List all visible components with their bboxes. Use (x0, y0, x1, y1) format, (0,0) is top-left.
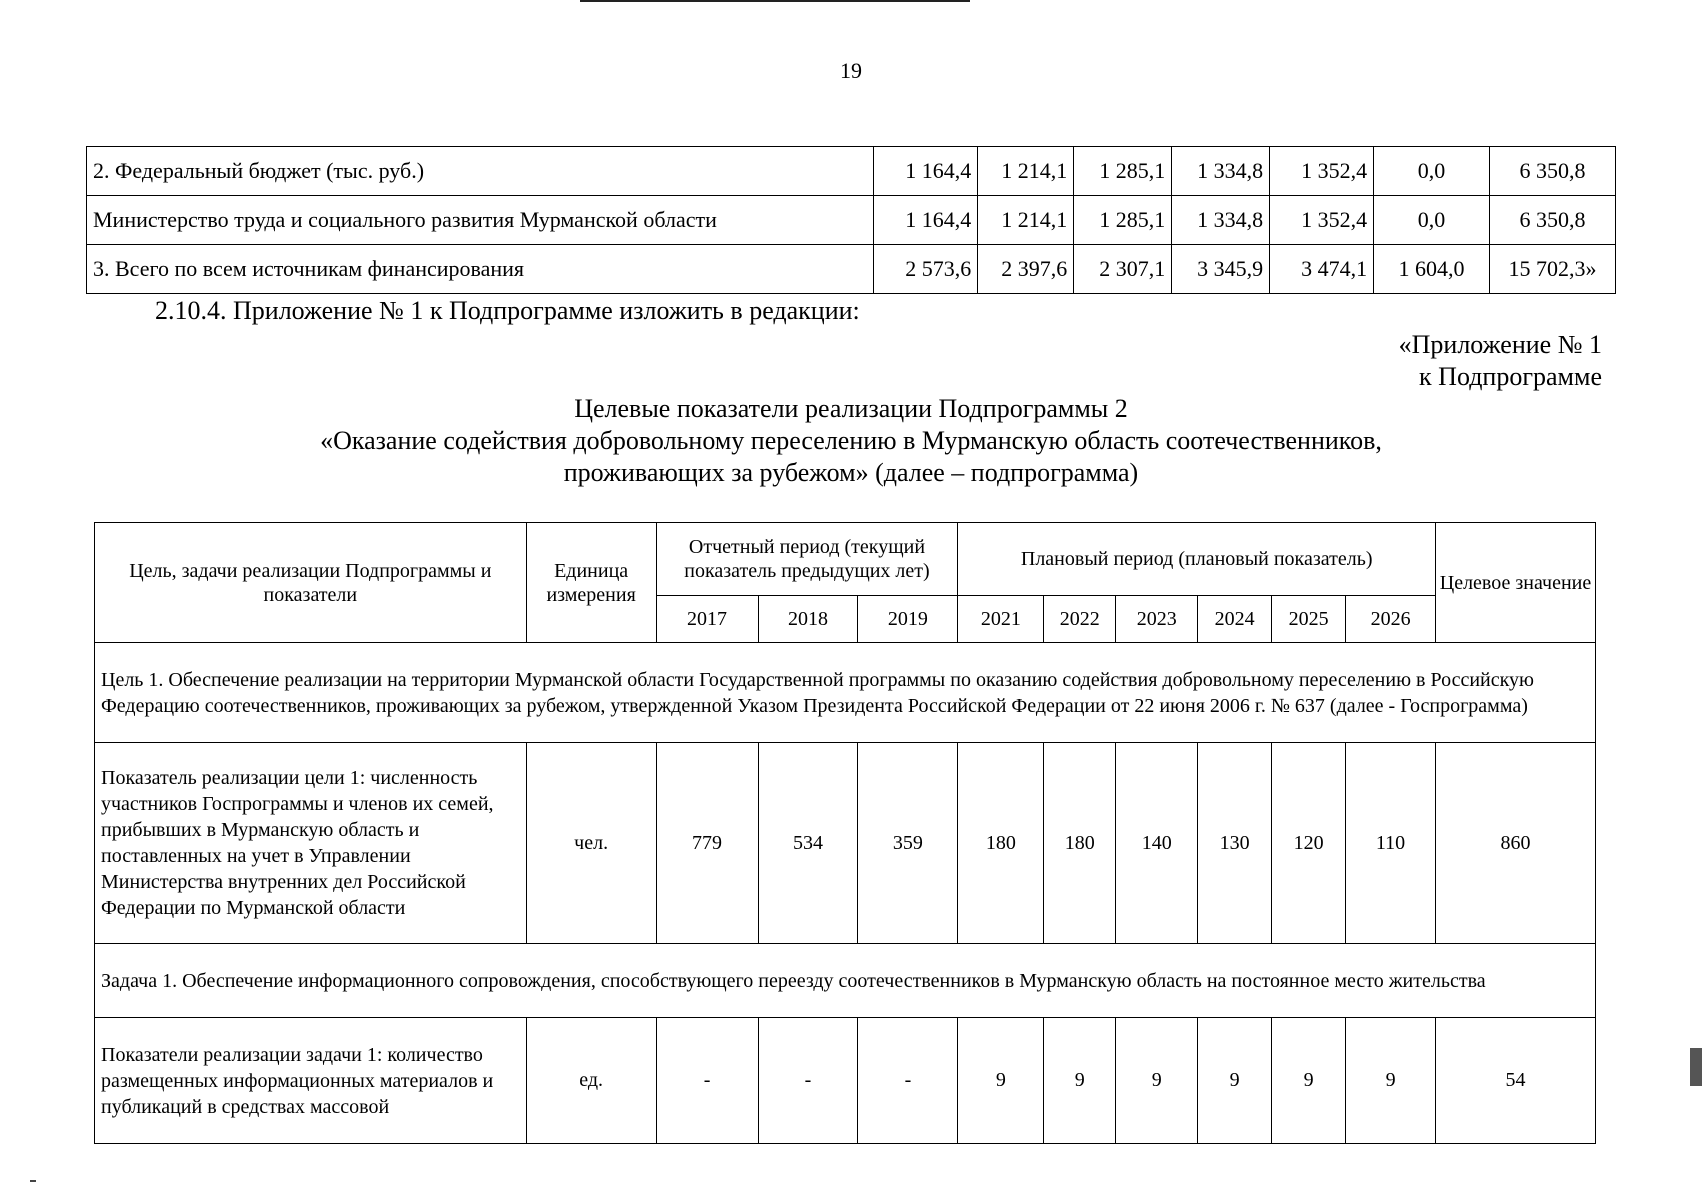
value-cell: 9 (1346, 1018, 1436, 1144)
target-cell: 860 (1436, 743, 1596, 944)
cell: 1 214,1 (978, 196, 1074, 245)
value-cell: 9 (1272, 1018, 1346, 1144)
header-row (95, 523, 1596, 596)
document-title-line: проживающих за рубежом» (далее – подпрограмма) (563, 458, 1139, 487)
value-cell: 9 (958, 1018, 1044, 1144)
indicator-table (94, 522, 1596, 1144)
scan-dot-mark (30, 1180, 36, 1182)
cell: 1 352,4 (1270, 147, 1374, 196)
row-label: Министерство труда и социального развития Мурманской области (87, 196, 874, 245)
year-header: 2024 (1198, 596, 1272, 643)
value-cell: 359 (858, 743, 958, 944)
cell: 2 307,1 (1074, 245, 1172, 294)
value-cell: 9 (1044, 1018, 1116, 1144)
target-cell: 54 (1436, 1018, 1596, 1144)
table-row (95, 743, 1596, 944)
table-row (87, 196, 1616, 245)
value-cell: - (656, 1018, 758, 1144)
value-cell: 9 (1116, 1018, 1198, 1144)
value-cell: 120 (1272, 743, 1346, 944)
value-cell: 110 (1346, 743, 1436, 944)
cell: 1 285,1 (1074, 196, 1172, 245)
header-unit: Единица измерения (526, 523, 656, 643)
cell: 1 164,4 (874, 196, 978, 245)
table-row (87, 245, 1616, 294)
appendix-label-2: к Подпрограмме (1419, 362, 1602, 391)
unit-cell: чел. (526, 743, 656, 944)
header-plan-period: Плановый период (плановый показатель) (958, 523, 1436, 596)
value-cell: 180 (1044, 743, 1116, 944)
task-row (95, 944, 1596, 1018)
indicator-text: Показатель реализации цели 1: численность участников Госпрограммы и членов их семей, прибывших в Мурманскую область и поставленных на учет в Управлении Министерства внутренних дел Российской Федерации по Мурманской области (95, 743, 527, 944)
year-header: 2017 (656, 596, 758, 643)
header-target: Целевое значение (1436, 523, 1596, 643)
cell: 1 334,8 (1172, 196, 1270, 245)
scan-edge-mark (1690, 1048, 1702, 1086)
cell: 3 345,9 (1172, 245, 1270, 294)
value-cell: - (858, 1018, 958, 1144)
value-cell: 130 (1198, 743, 1272, 944)
unit-cell: ед. (526, 1018, 656, 1144)
year-header: 2026 (1346, 596, 1436, 643)
task-text: Задача 1. Обеспечение информационного сопровождения, способствующего переезду соотечественников в Мурманскую область на постоянное место жительства (95, 944, 1596, 1018)
goal-text: Цель 1. Обеспечение реализации на территории Мурманской области Государственной программы по оказанию содействия добровольному переселению в Российскую Федерацию соотечественников, проживающих за рубежом, утвержденной Указом Президента Российской Федерации от 22 июня 2006 г. № 637 (далее - Госпрограмма) (95, 643, 1596, 743)
cell: 6 350,8 (1490, 196, 1616, 245)
year-header: 2022 (1044, 596, 1116, 643)
value-cell: 180 (958, 743, 1044, 944)
finance-table (86, 146, 1616, 294)
cell: 15 702,3» (1490, 245, 1616, 294)
table-row (95, 1018, 1596, 1144)
amendment-paragraph: 2.10.4. Приложение № 1 к Подпрограмме изложить в редакции: (155, 296, 860, 325)
header-goal: Цель, задачи реализации Подпрограммы и показатели (95, 523, 527, 643)
value-cell: 779 (656, 743, 758, 944)
top-edge-line (580, 0, 970, 2)
cell: 1 214,1 (978, 147, 1074, 196)
year-header: 2023 (1116, 596, 1198, 643)
cell: 6 350,8 (1490, 147, 1616, 196)
cell: 0,0 (1374, 196, 1490, 245)
header-report-period: Отчетный период (текущий показатель предыдущих лет) (656, 523, 958, 596)
cell: 0,0 (1374, 147, 1490, 196)
document-title-line: «Оказание содействия добровольному переселению в Мурманскую область соотечественников, (320, 426, 1382, 455)
page-number: 19 (840, 58, 862, 83)
cell: 2 573,6 (874, 245, 978, 294)
cell: 1 604,0 (1374, 245, 1490, 294)
value-cell: - (758, 1018, 858, 1144)
year-header: 2019 (858, 596, 958, 643)
goal-row (95, 643, 1596, 743)
row-label: 3. Всего по всем источникам финансирования (87, 245, 874, 294)
cell: 1 285,1 (1074, 147, 1172, 196)
cell: 1 334,8 (1172, 147, 1270, 196)
value-cell: 140 (1116, 743, 1198, 944)
indicator-text: Показатели реализации задачи 1: количество размещенных информационных материалов и публикаций в средствах массовой (95, 1018, 527, 1144)
cell: 3 474,1 (1270, 245, 1374, 294)
cell: 1 164,4 (874, 147, 978, 196)
document-title-line: Целевые показатели реализации Подпрограммы 2 (574, 394, 1128, 423)
year-header: 2025 (1272, 596, 1346, 643)
cell: 1 352,4 (1270, 196, 1374, 245)
value-cell: 9 (1198, 1018, 1272, 1144)
appendix-label: «Приложение № 1 (1398, 330, 1602, 359)
year-header: 2018 (758, 596, 858, 643)
row-label: 2. Федеральный бюджет (тыс. руб.) (87, 147, 874, 196)
year-header: 2021 (958, 596, 1044, 643)
cell: 2 397,6 (978, 245, 1074, 294)
table-row (87, 147, 1616, 196)
value-cell: 534 (758, 743, 858, 944)
